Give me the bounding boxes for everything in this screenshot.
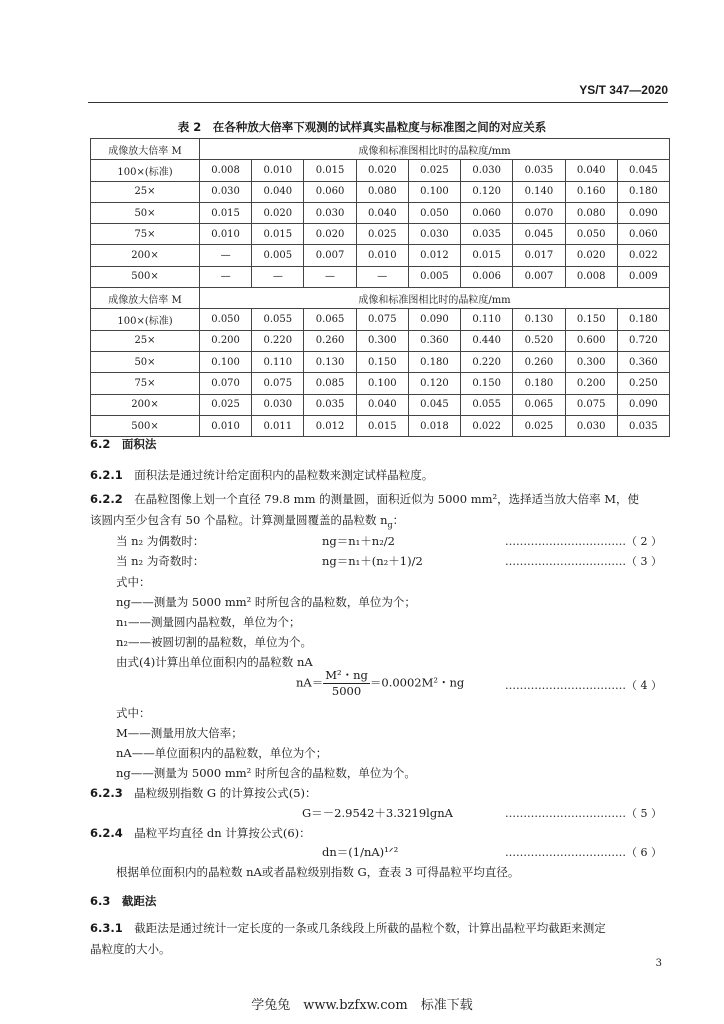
grain-size-cell: 0.015 [304, 160, 356, 181]
grain-size-cell: 0.120 [408, 373, 460, 394]
grain-size-cell: 0.075 [565, 394, 617, 415]
grain-size-cell: 0.360 [617, 351, 669, 372]
grain-size-cell: 0.050 [408, 202, 460, 223]
table-row [91, 181, 670, 202]
grain-size-cell: 0.007 [304, 245, 356, 266]
grain-size-cell: 0.018 [408, 415, 460, 436]
grain-size-cell: 0.100 [408, 181, 460, 202]
grain-size-cell: 0.035 [304, 394, 356, 415]
magnification-cell: 50× [91, 202, 200, 223]
equation-6: dn＝(1/nA)¹ᐟ² [322, 845, 399, 859]
grain-size-cell: 0.005 [252, 245, 304, 266]
grain-size-cell: 0.030 [565, 415, 617, 436]
grain-size-cell: 0.060 [461, 202, 513, 223]
grain-size-cell: 0.020 [304, 224, 356, 245]
grain-size-cell: 0.090 [408, 309, 460, 330]
where-label-2: 式中： [116, 706, 151, 720]
grain-size-cell: 0.055 [461, 394, 513, 415]
definition-ng: ng——测量为 5000 mm² 时所包含的晶粒数，单位为个； [116, 595, 416, 609]
grain-size-cell: 0.080 [565, 202, 617, 223]
grain-size-cell: 0.020 [565, 245, 617, 266]
table-row [91, 309, 670, 330]
grain-size-cell: 0.180 [617, 181, 669, 202]
grain-size-cell: 0.045 [408, 394, 460, 415]
grain-size-cell: 0.008 [565, 266, 617, 287]
grain-size-cell: 0.008 [200, 160, 252, 181]
grain-size-cell: 0.030 [304, 202, 356, 223]
grain-size-cell: 0.040 [356, 202, 408, 223]
table-row [91, 266, 670, 287]
grain-size-cell: 0.220 [461, 351, 513, 372]
grain-size-cell: 0.140 [513, 181, 565, 202]
grain-size-cell: 0.011 [252, 415, 304, 436]
definition-n2: n₂——被圆切割的晶粒数，单位为个。 [116, 635, 313, 649]
grain-size-cell: 0.200 [565, 373, 617, 394]
page-number: 3 [655, 958, 662, 969]
grain-size-cell: 0.360 [408, 330, 460, 351]
grain-size-cell: — [200, 245, 252, 266]
grain-size-cell: 0.015 [356, 415, 408, 436]
grain-size-cell: 0.005 [408, 266, 460, 287]
grain-size-cell: 0.015 [461, 245, 513, 266]
grain-size-cell: 0.075 [356, 309, 408, 330]
grain-size-cell: 0.022 [617, 245, 669, 266]
paragraph-6-2-3: 6.2.3 晶粒级别指数 G 的计算按公式(5)： [90, 786, 317, 800]
paragraph-6-3-1-line2: 晶粒度的大小。 [90, 942, 171, 956]
grain-size-cell: 0.020 [252, 202, 304, 223]
table-row [91, 373, 670, 394]
equation-3: ng＝n₁＋(n₂＋1)/2 [322, 554, 423, 568]
grain-size-cell: 0.260 [304, 330, 356, 351]
grain-size-cell: 0.025 [356, 224, 408, 245]
grain-size-cell: 0.180 [513, 373, 565, 394]
grain-size-cell: 0.025 [200, 394, 252, 415]
grain-size-cell: 0.007 [513, 266, 565, 287]
grain-size-cell: — [200, 266, 252, 287]
paragraph-6-2-1: 6.2.1 面积法是通过统计给定面积内的晶粒数来测定试样晶粒度。 [90, 468, 434, 482]
grain-size-cell: 0.030 [408, 224, 460, 245]
grain-size-cell: 0.010 [200, 224, 252, 245]
table-row [91, 415, 670, 436]
paragraph-6-2-2-line1: 6.2.2 在晶粒图像上划一个直径 79.8 mm 的测量圆，面积近似为 5000 mm²，选择适当放大倍率 M，使 [90, 492, 640, 506]
equation-3-number: ……………………………（ 3 ） [505, 555, 662, 568]
grain-size-cell: 0.050 [565, 224, 617, 245]
document-id: YS/T 347—2020 [579, 83, 668, 97]
grain-size-cell: 0.200 [200, 330, 252, 351]
grain-size-cell: 0.045 [617, 160, 669, 181]
table-row [91, 202, 670, 223]
magnification-cell: 100×(标准) [91, 160, 200, 181]
equation-6-number: ……………………………（ 6 ） [505, 846, 662, 859]
grain-size-cell: 0.010 [252, 160, 304, 181]
equation-4-number: ……………………………（ 4 ） [505, 679, 662, 692]
equation-4: nA＝ $\frac{\text{M²・ng}}{5000}$ ＝0.0002M²・ng [296, 668, 465, 698]
grain-size-table [90, 138, 670, 437]
grain-size-cell: 0.250 [617, 373, 669, 394]
magnification-cell: 25× [91, 330, 200, 351]
table-header-grain-size: 成像和标准图相比时的晶粒度/mm [200, 139, 670, 160]
grain-size-cell: 0.012 [304, 415, 356, 436]
table-header-magnification: 成像放大倍率 M [91, 288, 200, 309]
table-row [91, 394, 670, 415]
grain-size-cell: 0.150 [461, 373, 513, 394]
eq4-intro: 由式(4)计算出单位面积内的晶粒数 nA [116, 655, 313, 669]
grain-size-cell: 0.600 [565, 330, 617, 351]
grain-size-cell: 0.040 [565, 160, 617, 181]
grain-size-cell: 0.720 [617, 330, 669, 351]
grain-size-cell: 0.150 [356, 351, 408, 372]
magnification-cell: 75× [91, 224, 200, 245]
magnification-cell: 500× [91, 266, 200, 287]
grain-size-cell: 0.110 [461, 309, 513, 330]
grain-size-cell: 0.030 [252, 394, 304, 415]
equation-2-number: ……………………………（ 2 ） [505, 535, 662, 548]
grain-size-cell: 0.080 [356, 181, 408, 202]
grain-size-cell: 0.110 [252, 351, 304, 372]
grain-size-cell: 0.070 [200, 373, 252, 394]
table-header-grain-size: 成像和标准图相比时的晶粒度/mm [200, 288, 670, 309]
grain-size-cell: 0.100 [356, 373, 408, 394]
grain-size-cell: 0.035 [513, 160, 565, 181]
grain-size-cell: 0.030 [200, 181, 252, 202]
section-heading-6-2: 6.2 面积法 [90, 437, 157, 451]
table-row [91, 330, 670, 351]
grain-size-cell: 0.150 [565, 309, 617, 330]
magnification-cell: 100×(标准) [91, 309, 200, 330]
definition-ng-2: ng——测量为 5000 mm² 时所包含的晶粒数，单位为个。 [116, 766, 416, 780]
section-heading-6-3: 6.3 截距法 [90, 894, 157, 908]
grain-size-cell: 0.030 [461, 160, 513, 181]
grain-size-cell: 0.010 [356, 245, 408, 266]
grain-size-cell: 0.130 [513, 309, 565, 330]
magnification-cell: 25× [91, 181, 200, 202]
table-header-magnification: 成像放大倍率 M [91, 139, 200, 160]
grain-size-cell: 0.015 [200, 202, 252, 223]
grain-size-cell: 0.015 [252, 224, 304, 245]
grain-size-cell: 0.060 [304, 181, 356, 202]
footer-watermark: 学兔兔 www.bzfxw.com 标准下载 [251, 998, 473, 1013]
table-row [91, 224, 670, 245]
table-row [91, 245, 670, 266]
table-caption: 表 2 在各种放大倍率下观测的试样真实晶粒度与标准图之间的对应关系 [177, 120, 547, 134]
definition-nA: nA——单位面积内的晶粒数，单位为个； [116, 746, 328, 760]
grain-size-cell: 0.025 [408, 160, 460, 181]
paragraph-6-2-2-line2: 该圆内至少包含有 50 个晶粒。计算测量圆覆盖的晶粒数 $n_g$： [90, 513, 405, 530]
grain-size-cell: 0.040 [356, 394, 408, 415]
grain-size-cell: — [252, 266, 304, 287]
grain-size-cell: 0.012 [408, 245, 460, 266]
header-rule [88, 102, 668, 103]
even-case-label: 当 n₂ 为偶数时： [116, 534, 205, 548]
grain-size-cell: 0.090 [617, 394, 669, 415]
grain-size-cell: 0.120 [461, 181, 513, 202]
where-label-1: 式中： [116, 575, 151, 589]
grain-size-cell: 0.065 [304, 309, 356, 330]
paragraph-6-3-1-line1: 6.3.1 截距法是通过统计一定长度的一条或几条线段上所截的晶粒个数，计算出晶粒平均截距来测定 [90, 921, 606, 935]
grain-size-cell: 0.160 [565, 181, 617, 202]
grain-size-cell: — [356, 266, 408, 287]
equation-5-number: ……………………………（ 5 ） [505, 807, 662, 820]
grain-size-cell: 0.440 [461, 330, 513, 351]
paragraph-6-2-4-end: 根据单位面积内的晶粒数 nA或者晶粒级别指数 G，查表 3 可得晶粒平均直径。 [116, 865, 520, 879]
equation-2: ng＝n₁＋n₂/2 [322, 534, 395, 548]
grain-size-cell: 0.180 [617, 309, 669, 330]
grain-size-cell: 0.220 [252, 330, 304, 351]
definition-M: M——测量用放大倍率； [116, 726, 243, 740]
grain-size-cell: 0.009 [617, 266, 669, 287]
grain-size-cell: 0.035 [617, 415, 669, 436]
equation-5: G＝－2.9542＋3.3219lgnA [302, 806, 453, 820]
grain-size-cell: 0.040 [252, 181, 304, 202]
magnification-cell: 50× [91, 351, 200, 372]
grain-size-cell: 0.017 [513, 245, 565, 266]
grain-size-cell: 0.090 [617, 202, 669, 223]
grain-size-cell: 0.180 [408, 351, 460, 372]
grain-size-cell: 0.022 [461, 415, 513, 436]
grain-size-cell: 0.010 [200, 415, 252, 436]
definition-n1: n₁——测量圆内晶粒数，单位为个； [116, 615, 301, 629]
grain-size-cell: 0.020 [356, 160, 408, 181]
grain-size-cell: 0.055 [252, 309, 304, 330]
odd-case-label: 当 n₂ 为奇数时： [116, 554, 205, 568]
grain-size-cell: 0.130 [304, 351, 356, 372]
grain-size-cell: 0.300 [565, 351, 617, 372]
paragraph-6-2-4: 6.2.4 晶粒平均直径 dn 计算按公式(6)： [90, 826, 311, 840]
magnification-cell: 200× [91, 394, 200, 415]
grain-size-cell: 0.085 [304, 373, 356, 394]
magnification-cell: 200× [91, 245, 200, 266]
table-row [91, 351, 670, 372]
grain-size-cell: 0.100 [200, 351, 252, 372]
magnification-cell: 75× [91, 373, 200, 394]
grain-size-cell: 0.035 [461, 224, 513, 245]
grain-size-cell: 0.300 [356, 330, 408, 351]
grain-size-cell: 0.045 [513, 224, 565, 245]
grain-size-cell: 0.520 [513, 330, 565, 351]
table-row [91, 160, 670, 181]
grain-size-cell: 0.260 [513, 351, 565, 372]
grain-size-cell: 0.025 [513, 415, 565, 436]
grain-size-cell: 0.050 [200, 309, 252, 330]
grain-size-cell: 0.075 [252, 373, 304, 394]
grain-size-cell: 0.006 [461, 266, 513, 287]
grain-size-cell: 0.070 [513, 202, 565, 223]
grain-size-cell: 0.065 [513, 394, 565, 415]
grain-size-cell: — [304, 266, 356, 287]
grain-size-cell: 0.060 [617, 224, 669, 245]
magnification-cell: 500× [91, 415, 200, 436]
